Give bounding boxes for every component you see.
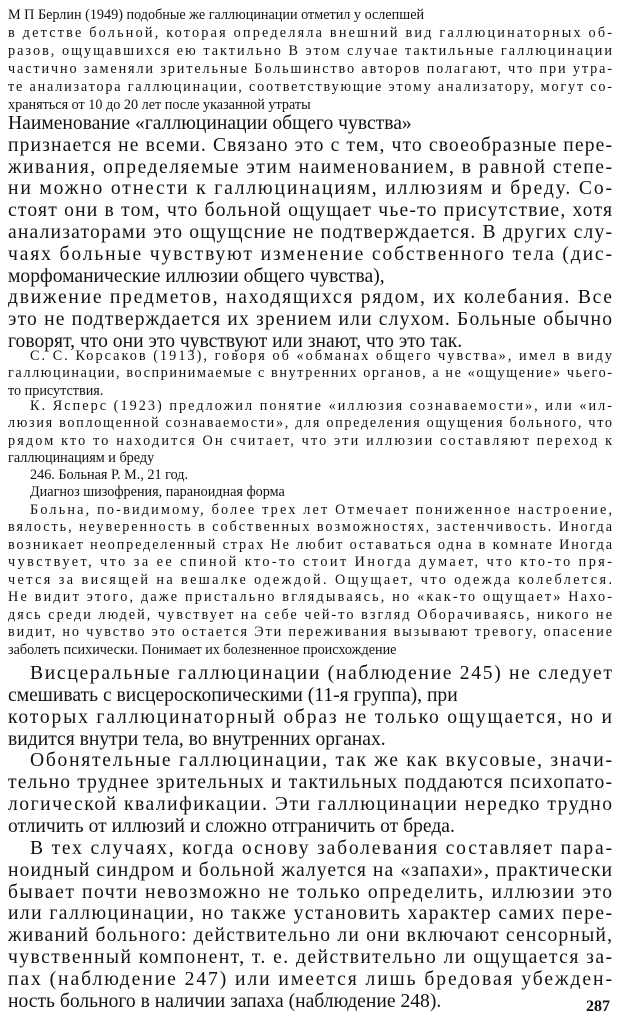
text-line: галлюцинациям и бреду	[8, 450, 155, 467]
text-line: Висцеральные галлюцинации (наблюдение 245) не следует	[30, 663, 614, 684]
text-line: то присутствия.	[8, 382, 104, 399]
text-line: видит, но чувство это остается Эти переживания вызывают тревогу, опасение	[8, 624, 614, 641]
text-line: пах (наблюдение 247) или имеется лишь бредовая убежден-	[8, 968, 614, 990]
text-line: Наименование «галлюцинации общего чувства»	[8, 113, 412, 134]
text-line: тельно труднее зрительных и тактильных поддаются психопато-	[8, 772, 614, 794]
text-line: бывает почти невозможно не только определить, иллюзии это	[8, 881, 614, 903]
text-line: ни можно отнести к галлюцинациям, иллюзиям и бреду. Со-	[8, 178, 614, 200]
text-line: движение предметов, находящихся рядом, их колебания. Все	[8, 287, 614, 309]
text-line: люзия воплощенной сознаваемости», для определения ощущения больного, что	[8, 415, 614, 432]
text-line: смешивать с висцероскопическими (11-я группа), при	[8, 684, 458, 706]
text-line: заболеть психически. Понимает их болезненное происхождение	[8, 641, 397, 658]
text-line: это не подтверждается их зрением или слухом. Больные обычно	[8, 309, 614, 331]
text-line: живаний больного: действительно ли они включают сенсорный,	[8, 925, 614, 947]
text-line: рядом кто то находится Он считает, что эти иллюзии составляют переход к	[8, 432, 615, 449]
text-line: признается не всеми. Связано это с тем, что своеобразные пере-	[8, 134, 614, 156]
text-line: говорят, что они это чувствуют или знают, что это так.	[8, 331, 463, 352]
text-line: ность больного в наличии запаха (наблюдение 248).	[8, 990, 442, 1012]
text-line: Диагноз шизофрения, параноидная форма	[30, 484, 285, 501]
text-line: или галлюцинации, но также установить характер самих пере-	[8, 903, 614, 925]
text-line: чувственный компонент, т. е. действительно ли ощущается за-	[8, 947, 614, 969]
text-line: ноидный синдром и больной жалуется на «запахи», практически	[8, 859, 614, 881]
text-line: стоят они в том, что больной ощущает чье-то присутствие, хотя	[8, 200, 614, 222]
text-line: живания, определяемые этим наименованием, в равной степе-	[8, 156, 614, 178]
text-line: вялость, неуверенность в собственных возможностях, застенчивость. Иногда	[8, 519, 614, 536]
text-line: С. С. Корсаков (1913), говоря об «обманах общего чувства», имел в виду	[30, 348, 615, 364]
text-line: В тех случаях, когда основу заболевания составляет пара-	[30, 837, 614, 859]
text-line: которых галлюцинаторный образ не только ощущается, но и	[8, 706, 614, 728]
text-line: Больна, по-видимому, более трех лет Отмечает пониженное настроение,	[30, 501, 615, 518]
text-line: чаях больные чувствуют изменение собственного тела (дис-	[8, 243, 614, 265]
page-number: 287	[586, 998, 610, 1015]
text-line: М П Берлин (1949) подобные же галлюцинации отметил у ослепшей	[8, 7, 425, 23]
text-line: анализаторами это ощущсние не подтверждается. В других слу-	[8, 222, 614, 243]
text-line: отличить от иллюзий и сложно отграничить от бреда.	[8, 815, 455, 837]
text-line: Обонятельные галлюцинации, так же как вкусовые, значи-	[30, 750, 614, 772]
text-line: галлюцинации, воспринимаемые с внутренних органов, а не «ощущение» чьего-	[8, 365, 614, 382]
text-line: К. Ясперс (1923) предложил понятие «иллюзия сознаваемости», или «ил-	[30, 398, 615, 414]
text-line: морфоманические иллюзии общего чувства),	[8, 265, 385, 287]
text-line: в детстве больной, которая определяла внешний вид галлюцинаторных об-	[8, 24, 615, 41]
text-line: частично заменяли зрительные Большинство авторов полагают, что при утра-	[8, 60, 614, 77]
text-line: чется за висящей на вешалке одеждой. Ощущает, что одежда колеблется.	[8, 571, 615, 588]
text-line: те анализатора галлюцинации, соответствующие этому анализатору, могут со-	[8, 78, 614, 95]
text-line: храняться от 10 до 20 лет после указанной утраты	[8, 96, 311, 113]
text-line: разов, ощущавшихся ею тактильно В этом случае тактильные галлюцинации	[8, 42, 615, 59]
text-line: Не видит этого, даже пристально вглядываясь, но «как-то ощущает» Нахо-	[8, 589, 615, 606]
text-line: возникает неопределенный страх Не любит оставаться одна в комнате Иногда	[8, 536, 614, 553]
text-line: логической квалификации. Эти галлюцинации нередко трудно	[8, 794, 614, 816]
text-line: 246. Больная Р. М., 21 год.	[30, 467, 189, 483]
text-line: видится внутри тела, во внутренних органах.	[8, 728, 386, 750]
text-line: чувствует, что за ее спиной кто-то стоит Иногда думает, что кто-то пря-	[8, 554, 615, 571]
text-line: дясь среди людей, чувствует на себе чей-то взгляд Оборачиваясь, никого не	[8, 606, 615, 623]
